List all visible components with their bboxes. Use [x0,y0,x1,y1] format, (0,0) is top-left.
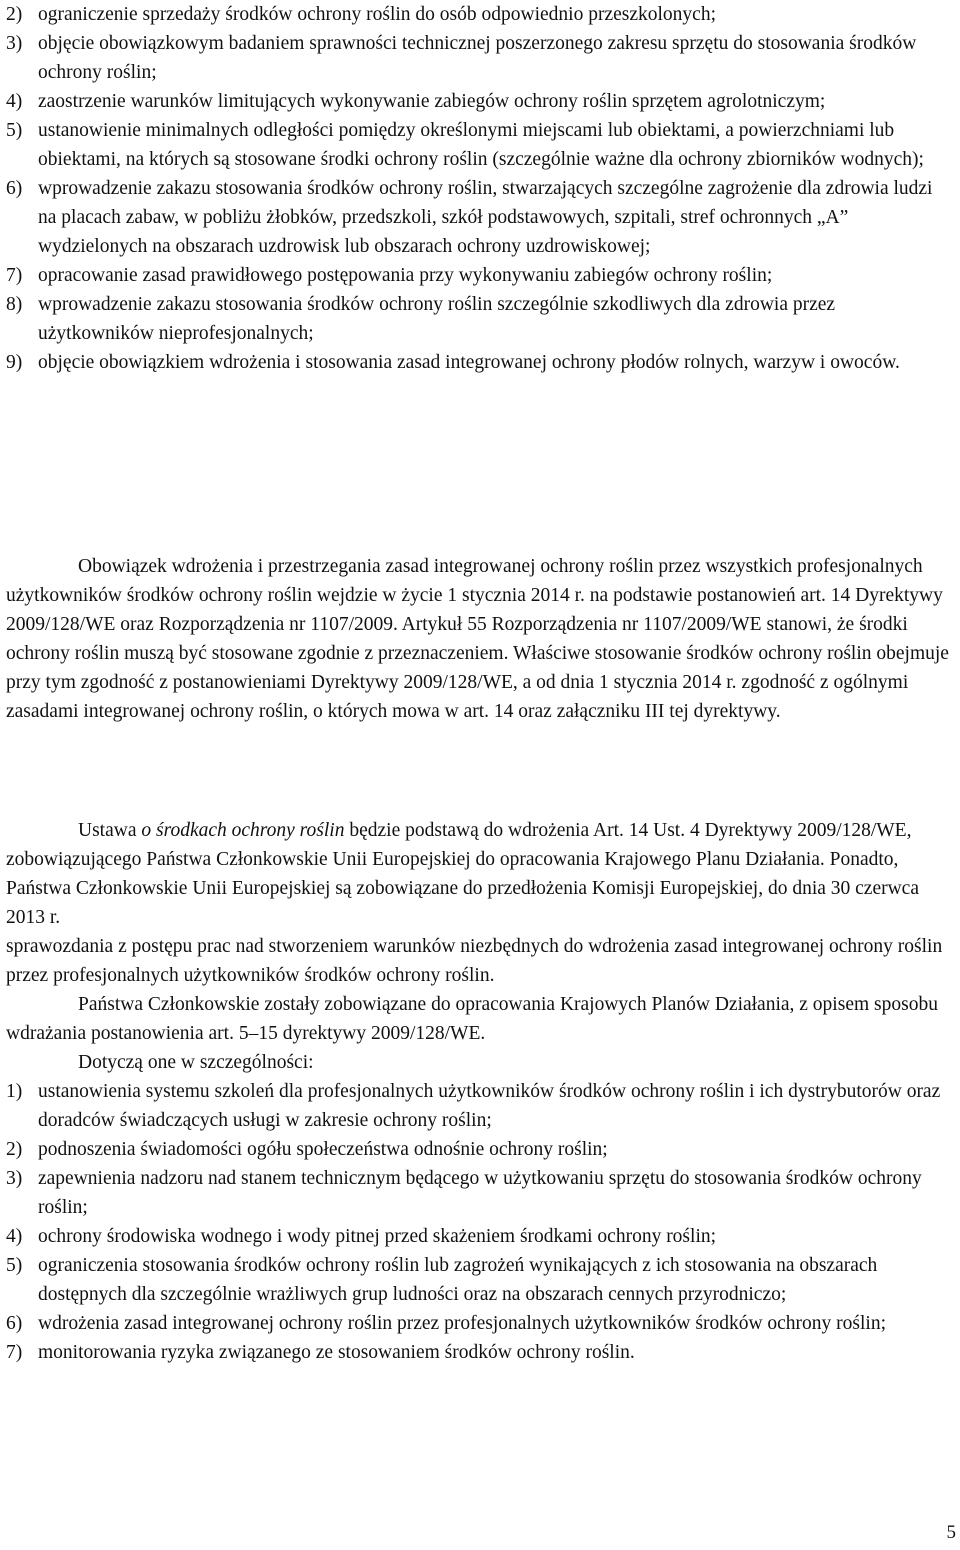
list-item [6,116,954,174]
list-text: zaostrzenie warunków limitujących wykonywanie zabiegów ochrony roślin sprzętem agrolotniczym; [38,91,826,112]
list-number: 5) [6,1255,23,1276]
act-title-italic: o środkach ochrony roślin [141,820,345,841]
list-item [6,1164,954,1222]
list-number: 5) [6,120,23,141]
measures-list [6,0,954,377]
list-text: ustanowienia systemu szkoleń dla profesjonalnych użytkowników środków ochrony roślin i ich dystrybutorów oraz doradców świadczących usługi w zakresie ochrony roślin; [38,1081,941,1131]
list-number: 8) [6,294,23,315]
list-number: 2) [6,1139,23,1160]
list-item [6,348,954,377]
page-number: 5 [946,1522,956,1543]
list-text: objęcie obowiązkiem wdrożenia i stosowania zasad integrowanej ochrony płodów rolnych, warzyw i owoców. [38,352,900,373]
paragraph-report: sprawozdania z postępu prac nad stworzeniem warunków niezbędnych do wdrożenia zasad integrowanej ochrony roślin przez profesjonalnych użytkowników środków ochrony roślin. [6,936,943,986]
list-text: wprowadzenie zakazu stosowania środków ochrony roślin szczególnie szkodliwych dla zdrowia przez użytkowników nieprofesjonalnych; [38,294,836,344]
paragraph-member-states: Państwa Członkowskie zostały zobowiązane do opracowania Krajowych Planów Działania, z opisem sposobu wdrażania postanowienia art. 5–15 dyrektywy 2009/128/WE. [6,994,938,1044]
list-text: opracowanie zasad prawidłowego postępowania przy wykonywaniu zabiegów ochrony roślin; [38,265,773,286]
list-number: 2) [6,4,23,25]
list-item [6,29,954,87]
list-text: wprowadzenie zakazu stosowania środków ochrony roślin, stwarzających szczególne zagrożenie dla zdrowia ludzi na placach zabaw, w pobliżu żłobków, przedszkoli, szkół podstawowych, szpitali, stref ochronnych „A” wydzielonych na obszarach uzdrowisk lub obszarach ochrony uzdrowiskowej; [38,178,933,257]
list-number: 3) [6,33,23,54]
paragraph-act [6,816,954,932]
list-item [6,87,954,116]
list-text: ograniczenie sprzedaży środków ochrony roślin do osób odpowiednio przeszkolonych; [38,4,716,25]
list-number: 9) [6,352,23,373]
list-item [6,1251,954,1309]
list-text: ochrony środowiska wodnego i wody pitnej przed skażeniem środkami ochrony roślin; [38,1226,717,1247]
list-number: 3) [6,1168,23,1189]
list-item [6,0,954,29]
list-text: objęcie obowiązkowym badaniem sprawności technicznej poszerzonego zakresu sprzętu do stosowania środków ochrony roślin; [38,33,917,83]
list-number: 4) [6,91,23,112]
list-number: 7) [6,1342,23,1363]
list-number: 1) [6,1081,23,1102]
list-number: 4) [6,1226,23,1247]
list-number: 6) [6,178,23,199]
list-item [6,1135,954,1164]
list-item [6,261,954,290]
list-item [6,1309,954,1338]
list-text: podnoszenia świadomości ogółu społeczeństwa odnośnie ochrony roślin; [38,1139,608,1160]
list-text: zapewnienia nadzoru nad stanem technicznym będącego w użytkowaniu sprzętu do stosowania środków ochrony roślin; [38,1168,922,1218]
list-item [6,290,954,348]
list-item [6,1338,954,1367]
list-text: wdrożenia zasad integrowanej ochrony roślin przez profesjonalnych użytkowników środków ochrony roślin; [38,1313,887,1334]
list-item [6,174,954,261]
paragraph-act-start: Ustawa [78,820,142,841]
list-text: monitorowania ryzyka związanego ze stosowaniem środków ochrony roślin. [38,1342,635,1363]
list-item [6,1222,954,1251]
paragraph-obligation: Obowiązek wdrożenia i przestrzegania zasad integrowanej ochrony roślin przez wszystkich profesjonalnych użytkowników środków ochrony roślin wejdzie w życie 1 stycznia 2014 r. na podstawie postanowień art. 14 Dyrektywy 2009/128/WE oraz Rozporządzenia nr 1107/2009. Artykuł 55 Rozporządzenia nr 1107/2009/WE stanowi, że środki ochrony roślin muszą być stosowane zgodnie z przeznaczeniem. Właściwe stosowanie środków ochrony roślin obejmuje przy tym zgodność z postanowieniami Dyrektywy 2009/128/WE, a od dnia 1 stycznia 2014 r. zgodność z ogólnymi zasadami integrowanej ochrony roślin, o których mowa w art. 14 oraz załączniku III tej dyrektywy. [6,556,949,722]
list-text: ustanowienie minimalnych odległości pomiędzy określonymi miejscami lub obiektami, a powierzchniami lub obiektami, na których są stosowane środki ochrony roślin (szczególnie ważne dla ochrony zbiorników wodnych); [38,120,924,170]
list-number: 6) [6,1313,23,1334]
paragraph-act-rest: będzie podstawą do wdrożenia Art. 14 Ust. 4 Dyrektywy 2009/128/WE, zobowiązującego Państwa Członkowskie Unii Europejskiej do opracowania Krajowego Planu Działania. Ponadto, Państwa Członkowskie Unii Europejskiej są zobowiązane do przedłożenia Komisji Europejskiej, do dnia 30 czerwca 2013 r. [6,820,919,928]
list-text: ograniczenia stosowania środków ochrony roślin lub zagrożeń wynikających z ich stosowania na obszarach dostępnych dla szczególnie wrażliwych grup ludności oraz na obszarach cennych przyrodniczo; [38,1255,878,1305]
list-item [6,1077,954,1135]
paragraph-scope-intro: Dotyczą one w szczególności: [78,1052,314,1073]
list-number: 7) [6,265,23,286]
scope-list [6,1077,954,1367]
